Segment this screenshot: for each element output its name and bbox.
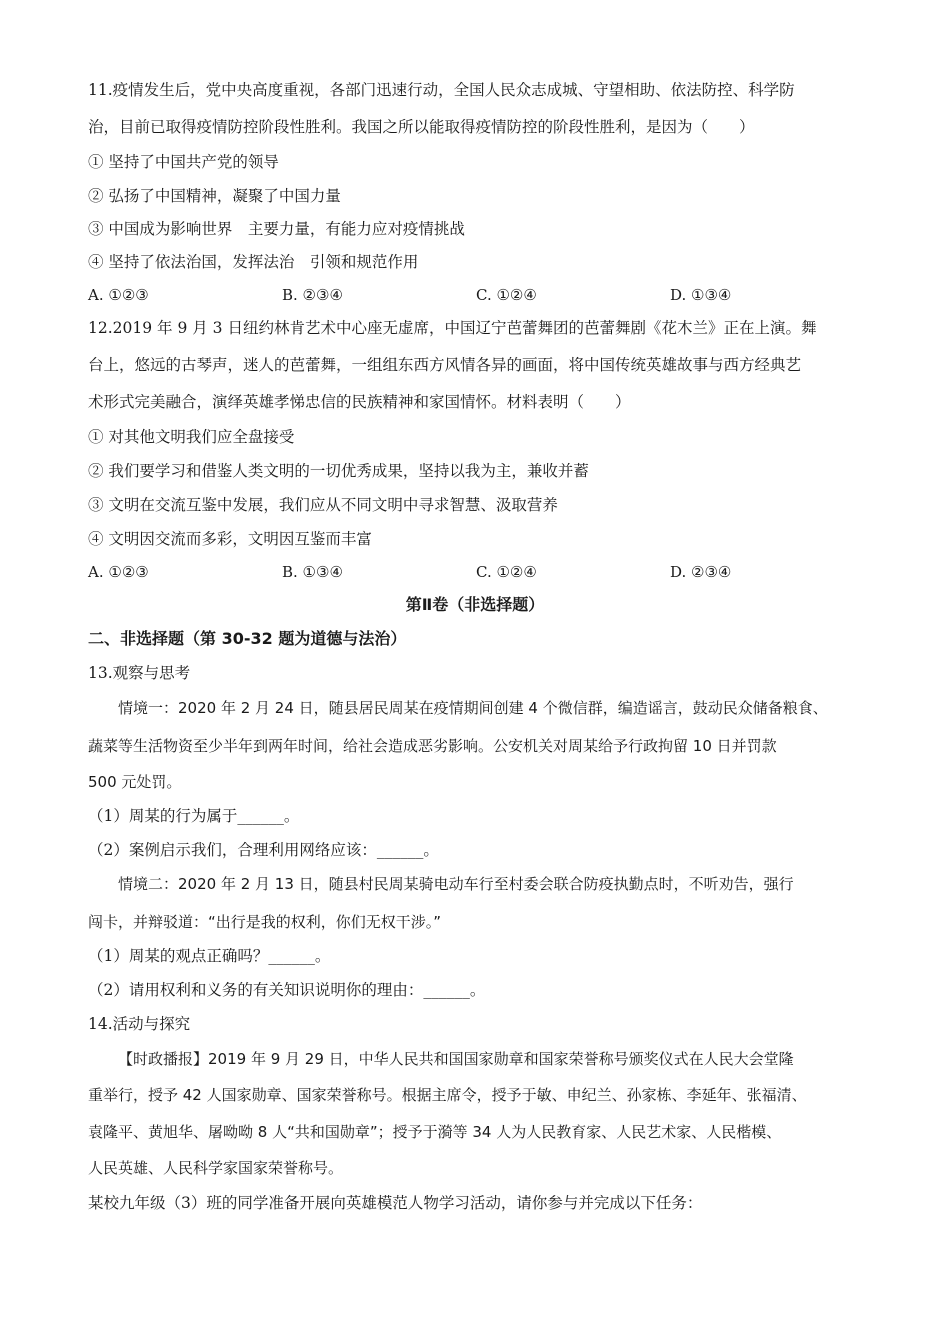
q11-item-3: ③ 中国成为影响世界 主要力量，有能力应对疫情挑战 (88, 220, 465, 238)
q12-item-3: ③ 文明在交流互鉴中发展，我们应从不同文明中寻求智慧、汲取营养 (88, 496, 558, 514)
q13-scenario2-question-1: （1）周某的观点正确吗？______。 (88, 947, 331, 965)
q13-scenario1-line-3: 500 元处罚。 (88, 773, 182, 791)
q12-option-b[interactable]: B. ①③④ (282, 563, 343, 581)
q14-news-line-1: 【时政播报】2019 年 9 月 29 日，中华人民共和国国家勋章和国家荣誉称号颁奖仪式在人民大会堂隆 (118, 1050, 794, 1068)
q14-title: 14.活动与探究 (88, 1015, 191, 1033)
q11-item-4: ④ 坚持了依法治国，发挥法治 引领和规范作用 (88, 253, 419, 271)
q12-stem-line-2: 台上，悠远的古琴声，迷人的芭蕾舞，一组组东西方风情各异的画面，将中国传统英雄故事与西方经典艺 (88, 356, 802, 374)
q14-news-line-2: 重举行，授予 42 人国家勋章、国家荣誉称号。根据主席令，授予于敏、申纪兰、孙家栋、李延年、张福清、 (88, 1086, 807, 1104)
q11-option-d[interactable]: D. ①③④ (670, 286, 732, 304)
q13-scenario2-line-2: 闯卡，并辩驳道：“出行是我的权利，你们无权干涉。” (88, 913, 442, 931)
q11-stem-line-1: 11.疫情发生后，党中央高度重视，各部门迅速行动，全国人民众志成城、守望相助、依法防控、科学防 (88, 81, 795, 99)
q11-stem-line-2: 治，目前已取得疫情防控阶段性胜利。我国之所以能取得疫情防控的阶段性胜利，是因为（ ） (88, 118, 755, 136)
q13-scenario1-question-2: （2）案例启示我们，合理利用网络应该：______。 (88, 841, 439, 859)
q14-news-line-4: 人民英雄、人民科学家国家荣誉称号。 (88, 1159, 344, 1177)
section-heading: 二、非选择题（第 30-32 题为道德与法治） (88, 629, 407, 648)
q12-stem-line-3: 术形式完美融合，演绎英雄孝悌忠信的民族精神和家国情怀。材料表明（ ） (88, 393, 631, 411)
q11-item-1: ① 坚持了中国共产党的领导 (88, 153, 279, 171)
q13-scenario1-line-1: 情境一：2020 年 2 月 24 日，随县居民周某在疫情期间创建 4 个微信群，编造谣言，鼓动民众储备粮食、 (118, 699, 828, 717)
q12-item-1: ① 对其他文明我们应全盘接受 (88, 428, 295, 446)
q12-item-2: ② 我们要学习和借鉴人类文明的一切优秀成果，坚持以我为主，兼收并蓄 (88, 462, 589, 480)
q12-item-4: ④ 文明因交流而多彩，文明因互鉴而丰富 (88, 530, 372, 548)
q12-option-c[interactable]: C. ①②④ (476, 563, 537, 581)
q13-scenario2-line-1: 情境二：2020 年 2 月 13 日，随县村民周某骑电动车行至村委会联合防疫执勤点时，不听劝告，强行 (118, 875, 794, 893)
q11-option-c[interactable]: C. ①②④ (476, 286, 537, 304)
q14-task-intro: 某校九年级（3）班的同学准备开展向英雄模范人物学习活动，请你参与并完成以下任务： (88, 1194, 703, 1212)
q12-options (88, 561, 868, 583)
q11-item-2: ② 弘扬了中国精神，凝聚了中国力量 (88, 187, 341, 205)
q11-option-b[interactable]: B. ②③④ (282, 286, 343, 304)
q13-scenario2-question-2: （2）请用权利和义务的有关知识说明你的理由：______。 (88, 981, 486, 999)
q12-stem-line-1: 12.2019 年 9 月 3 日纽约林肯艺术中心座无虚席，中国辽宁芭蕾舞团的芭蕾舞剧《花木兰》正在上演。舞 (88, 319, 817, 337)
q11-option-a[interactable]: A. ①②③ (88, 286, 149, 304)
q13-scenario1-question-1: （1）周某的行为属于______。 (88, 807, 300, 825)
q14-news-line-3: 袁隆平、黄旭华、屠呦呦 8 人“共和国勋章”；授予于漪等 34 人为人民教育家、人民艺术家、人民楷模、 (88, 1123, 782, 1141)
q11-options (88, 284, 868, 306)
q13-title: 13.观察与思考 (88, 664, 191, 682)
q13-scenario1-line-2: 蔬菜等生活物资至少半年到两年时间，给社会造成恶劣影响。公安机关对周某给予行政拘留 10 日并罚款 (88, 737, 777, 755)
q12-option-d[interactable]: D. ②③④ (670, 563, 732, 581)
q12-option-a[interactable]: A. ①②③ (88, 563, 149, 581)
section-title: 第Ⅱ卷（非选择题） (405, 595, 545, 614)
